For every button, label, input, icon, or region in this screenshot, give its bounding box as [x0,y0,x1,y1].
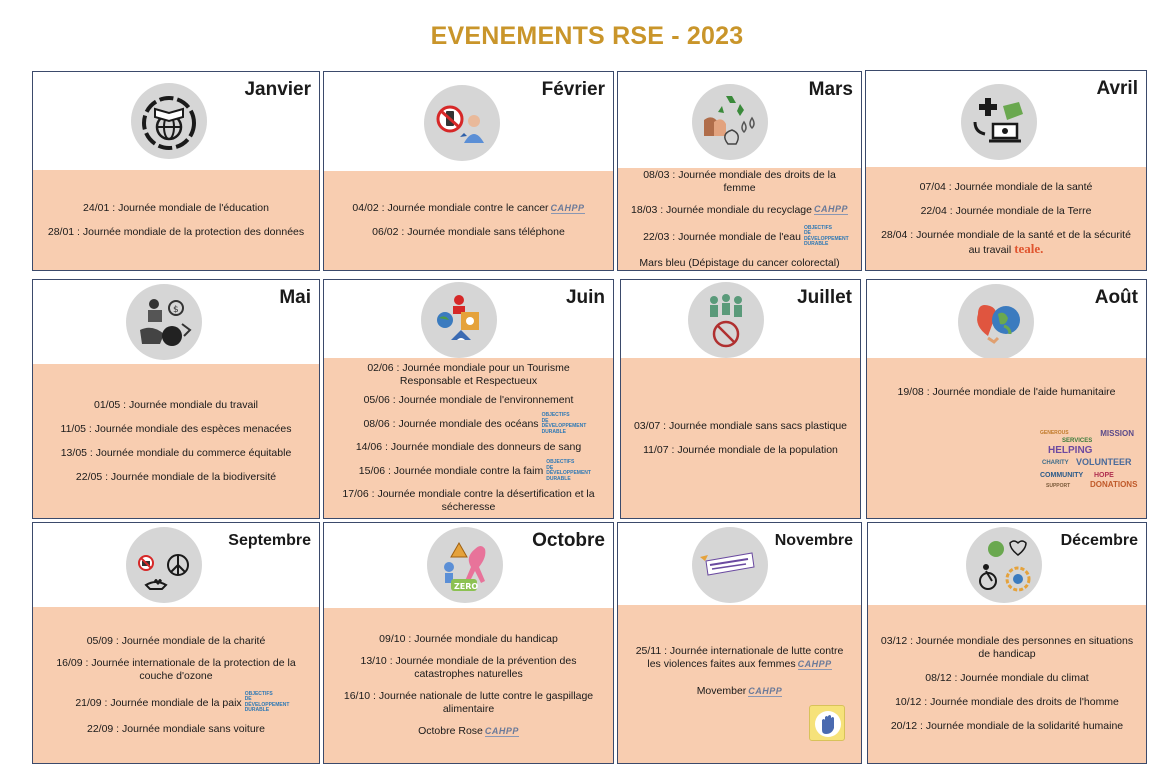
event-item: 02/06 : Journée mondiale pour un Tourisme Responsable et Respectueux [367,362,570,387]
cahpp-logo: CAHPP [484,725,519,736]
event-item: 24/01 : Journée mondiale de l'éducation [83,201,269,214]
month-card-avril [865,70,1147,271]
page-title: EVENEMENTS RSE - 2023 [430,22,744,50]
month-card-aout [866,279,1147,519]
month-title: Juin [565,287,605,308]
month-card-fevrier [323,71,614,271]
cahpp-logo: CAHPP [748,685,783,696]
event-item: 08/12 : Journée mondiale du climat [925,672,1089,684]
event-item: 13/10 : Journée mondiale de la prévention des catastrophes naturelles [360,655,577,680]
month-card-juin [323,279,614,519]
event-item: 25/11 : Journée internationale de lutte contre les violences faites aux femmes CAHPP [635,645,844,670]
event-item: 04/02 : Journée mondiale contre le cancer CAHPP [352,202,585,214]
event-item: 17/06 : Journée mondiale contre la désertification et la sécheresse [342,488,595,513]
month-card-mai [32,279,320,519]
education-globe-icon [131,83,207,159]
no-phone-cancer-icon [424,85,500,161]
month-title: Avril [1096,78,1138,99]
wordcloud-word: VOLUNTEER [1076,457,1132,467]
odd-logo: OBJECTIFS DE DÉVELOPPEMENT DURABLE [541,412,587,435]
event-item: 05/06 : Journée mondiale de l'environnement [363,394,574,406]
month-title: Mars [808,79,853,100]
event-item: 16/10 : Journée nationale de lutte contre le gaspillage alimentaire [343,690,594,715]
month-title: Septembre [228,532,311,549]
month-title: Août [1094,287,1138,308]
wordcloud-word: DONATIONS [1090,480,1138,489]
event-item: 22/09 : Journée mondiale sans voiture [86,722,266,735]
event-item: 15/06 : Journée mondiale contre la faimOBJECTIFS DE DÉVELOPPEMENT DURABLE [358,459,591,482]
pink-ribbon-zero-waste-icon [427,527,503,603]
month-card-decembre [867,522,1147,764]
event-item: 06/02 : Journée mondiale sans téléphone [372,226,565,238]
heart-earth-icon [958,284,1034,360]
event-item: 03/12 : Journée mondiale des personnes en situations de handicap [880,635,1134,660]
event-item: 03/07 : Journée mondiale sans sacs plastique [633,419,848,432]
event-item: 05/09 : Journée mondiale de la charité [86,634,266,647]
odd-logo: OBJECTIFS DE DÉVELOPPEMENT DURABLE [546,459,591,482]
event-item: Mars bleu (Dépistage du cancer colorectal) [639,256,840,269]
month-card-janvier [32,71,320,271]
disability-climate-icon [966,527,1042,603]
event-item: 09/10 : Journée mondiale du handicap [379,633,558,645]
odd-logo: OBJECTIFS DE DÉVELOPPEMENT DURABLE [803,224,849,247]
event-item: 28/01 : Journée mondiale de la protection des données [47,225,305,238]
event-item: 20/12 : Journée mondiale de la solidarité humaine [890,720,1124,732]
month-title: Octobre [532,530,605,551]
month-title: Janvier [244,79,311,100]
humanitarian-wordcloud [1040,428,1136,498]
month-title: Décembre [1060,532,1138,549]
event-item: 01/05 : Journée mondiale du travail [93,398,259,411]
cahpp-logo: CAHPP [550,202,585,213]
month-title: Novembre [774,532,853,549]
odd-logo: OBJECTIFS DE DÉVELOPPEMENT DURABLE [244,690,290,713]
wordcloud-word: CHARITY [1042,460,1069,466]
wordcloud-word: MISSION [1100,429,1134,438]
event-item: 18/03 : Journée mondiale du recyclage CAHPP [631,203,848,216]
month-title: Juillet [797,287,852,308]
event-item: 22/05 : Journée mondiale de la biodiversité [75,470,277,483]
event-item: 16/09 : Journée internationale de la protection de la couche d'ozone [56,656,296,682]
wordcloud-word: COMMUNITY [1040,472,1084,479]
month-card-mars [617,71,862,271]
month-card-juillet [620,279,861,519]
event-item: 14/06 : Journée mondiale des donneurs de sang [355,441,582,453]
wordcloud-word: SUPPORT [1046,483,1071,489]
stop-hand-icon [809,705,845,741]
work-fairtrade-icon [126,284,202,360]
event-item: 11/07 : Journée mondiale de la population [643,443,838,456]
cahpp-logo: CAHPP [797,658,832,669]
event-item: Octobre Rose CAHPP [418,725,519,737]
event-item: 08/06 : Journée mondiale des océansOBJECTIFS DE DÉVELOPPEMENT DURABLE [363,412,587,435]
cahpp-logo: CAHPP [813,204,848,215]
health-earth-safety-icon [961,84,1037,160]
svg-text:ZERO: ZERO [454,582,479,591]
month-title: Février [541,79,605,100]
wordcloud-word: HELPING [1048,445,1093,456]
event-item: 08/03 : Journée mondiale des droits de la femme [643,168,836,194]
event-item: 19/08 : Journée mondiale de l'aide humanitaire [897,386,1116,398]
event-item: 11/05 : Journée mondiale des espèces menacées [60,422,292,435]
wordcloud-word: SERVICES [1062,438,1093,444]
month-card-septembre [32,522,320,764]
event-item: 10/12 : Journée mondiale des droits de l'homme [895,696,1119,708]
teale-logo: teale. [1014,240,1044,256]
event-item: 22/04 : Journée mondiale de la Terre [920,204,1092,217]
recycling-water-icon [692,84,768,160]
month-title: Mai [279,287,311,308]
month-card-novembre [617,522,862,764]
event-item: 28/04 : Journée mondiale de la santé et de la sécurité au travail teale. [881,228,1131,256]
event-item: 21/09 : Journée mondiale de la paixOBJECTIFS DE DÉVELOPPEMENT DURABLE [75,690,290,713]
event-item: 22/03 : Journée mondiale de l'eauOBJECTIFS DE DÉVELOPPEMENT DURABLE [643,224,849,247]
environment-ocean-icon [421,282,497,358]
month-card-octobre [323,522,614,764]
event-item: 07/04 : Journée mondiale de la santé [919,180,1093,193]
violence-against-women-icon [692,527,768,603]
population-no-plastic-icon [688,282,764,358]
event-item: Movember CAHPP [696,685,783,697]
wordcloud-word: GENEROUS [1040,430,1069,436]
wordcloud-word: HOPE [1094,472,1114,479]
event-item: 13/05 : Journée mondiale du commerce équitable [60,446,292,459]
charity-peace-icon [126,527,202,603]
svg-text:$: $ [173,305,179,315]
